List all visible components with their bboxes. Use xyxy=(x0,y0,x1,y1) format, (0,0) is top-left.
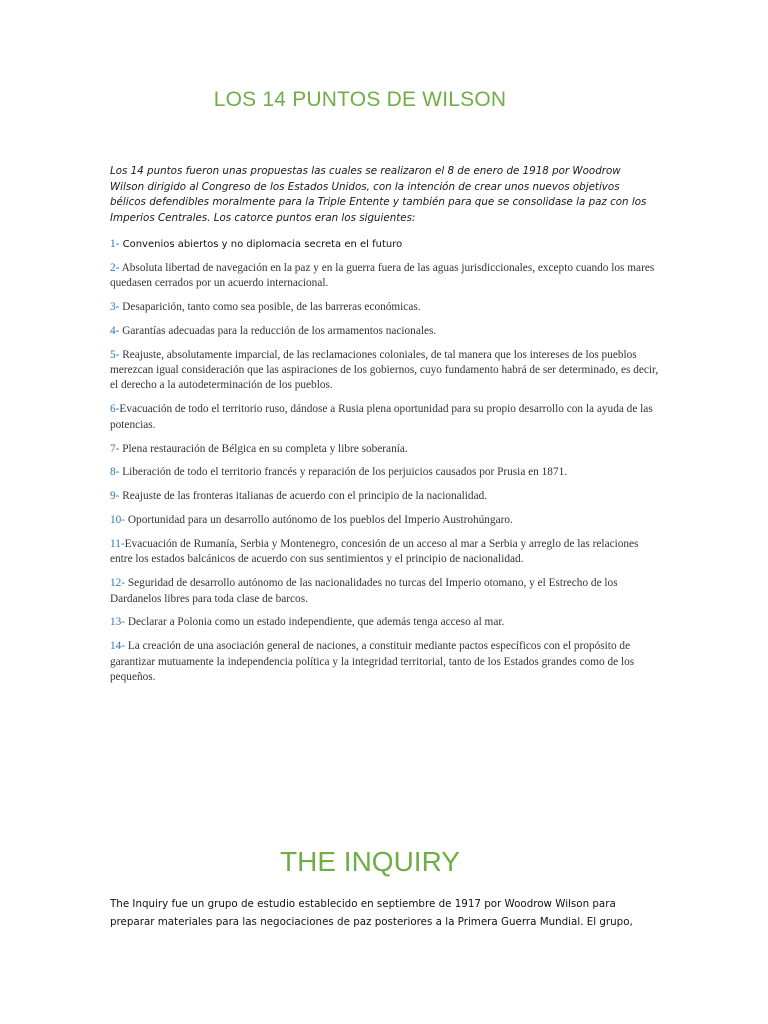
page-title: LOS 14 PUNTOS DE WILSON xyxy=(213,88,507,111)
point-item xyxy=(110,348,662,394)
point-number: 13- xyxy=(110,616,126,629)
inquiry-paragraph: The Inquiry fue un grupo de estudio establecido en septiembre de 1917 por Woodrow Wilson para preparar materiales para las negociaciones de paz posteriores a la Primera Guerra Mundial. El grupo, xyxy=(110,898,633,928)
point-number: 8- xyxy=(110,466,120,479)
point-number: 12- xyxy=(110,577,126,590)
point-text: Evacuación de Rumanía, Serbia y Montenegro, concesión de un acceso al mar a Serbia y arreglo de las relaciones entre los estados balcánicos de acuerdo con sus sentimientos y el principio de nacionalidad. xyxy=(110,538,639,566)
point-item xyxy=(110,465,662,480)
point-number: 11- xyxy=(110,538,125,551)
point-text: Declarar a Polonia como un estado independiente, que además tenga acceso al mar. xyxy=(125,616,505,629)
intro-paragraph: Los 14 puntos fueron unas propuestas las cuales se realizaron el 8 de enero de 1918 por Woodrow Wilson dirigido al Congreso de los Estados Unidos, con la intención de crear unos nuevos objetivos bélicos defendibles moralmente para la Triple Entente y también para que se consolidase la paz con los Imperios Centrales. Los catorce puntos eran los siguientes: xyxy=(110,165,647,224)
point-number: 10- xyxy=(110,514,126,527)
point-item xyxy=(110,261,662,292)
point-number: 14- xyxy=(110,640,126,653)
point-number: 5- xyxy=(110,348,120,361)
point-item xyxy=(110,300,662,315)
point-text: Reajuste, absolutamente imparcial, de las reclamaciones coloniales, de tal manera que los intereses de los pueblos merezcan igual consideración que las aspiraciones de los gobiernos, cuyo fundamento habrá de ser determinado, es decir, el derecho a la autodeterminación de los pueblos. xyxy=(110,348,659,392)
point-item xyxy=(110,442,662,457)
point-item xyxy=(110,489,662,504)
point-text: Evacuación de todo el territorio ruso, dándose a Rusia plena oportunidad para su propio desarrollo con la ayuda de las potencias. xyxy=(110,403,653,431)
point-item xyxy=(110,615,662,630)
point-number: 9- xyxy=(110,490,120,503)
point-text: Oportunidad para un desarrollo autónomo de los pueblos del Imperio Austrohúngaro. xyxy=(125,514,513,527)
point-item xyxy=(110,576,662,607)
point-item xyxy=(110,537,662,568)
section-title-inquiry: THE INQUIRY xyxy=(280,846,460,877)
point-item xyxy=(110,639,662,685)
point-text: Convenios abiertos y no diplomacia secreta en el futuro xyxy=(119,239,403,250)
point-item xyxy=(110,402,662,433)
point-number: 3- xyxy=(110,301,120,314)
point-text: Garantías adecuadas para la reducción de los armamentos nacionales. xyxy=(119,324,437,337)
point-number: 4- xyxy=(110,324,120,337)
point-item xyxy=(110,324,662,339)
point-number: 6- xyxy=(110,403,120,416)
point-text: Liberación de todo el territorio francés y reparación de los perjuicios causados por Prusia en 1871. xyxy=(119,466,568,479)
point-text: Desaparición, tanto como sea posible, de las barreras económicas. xyxy=(119,301,421,314)
point-number: 7- xyxy=(110,442,120,455)
points-list xyxy=(110,237,662,694)
point-item xyxy=(110,513,662,528)
point-text: Reajuste de las fronteras italianas de acuerdo con el principio de la nacionalidad. xyxy=(119,490,488,503)
point-number: 2- xyxy=(110,261,120,274)
point-item xyxy=(110,237,662,252)
point-text: Seguridad de desarrollo autónomo de las nacionalidades no turcas del Imperio otomano, y el Estrecho de los Dardanelos libres para toda clase de barcos. xyxy=(110,577,618,605)
point-number: 1- xyxy=(110,238,120,250)
point-text: Plena restauración de Bélgica en su completa y libre soberanía. xyxy=(119,442,408,455)
point-text: Absoluta libertad de navegación en la paz y en la guerra fuera de las aguas jurisdiccionales, excepto cuando los mares quedasen cerrados por un acuerdo internacional. xyxy=(110,261,655,290)
point-text: La creación de una asociación general de naciones, a constituir mediante pactos específicos con el propósito de garantizar mutuamente la independencia política y la integridad territorial, tanto de los Estados grandes como de los pequeños. xyxy=(110,640,635,683)
